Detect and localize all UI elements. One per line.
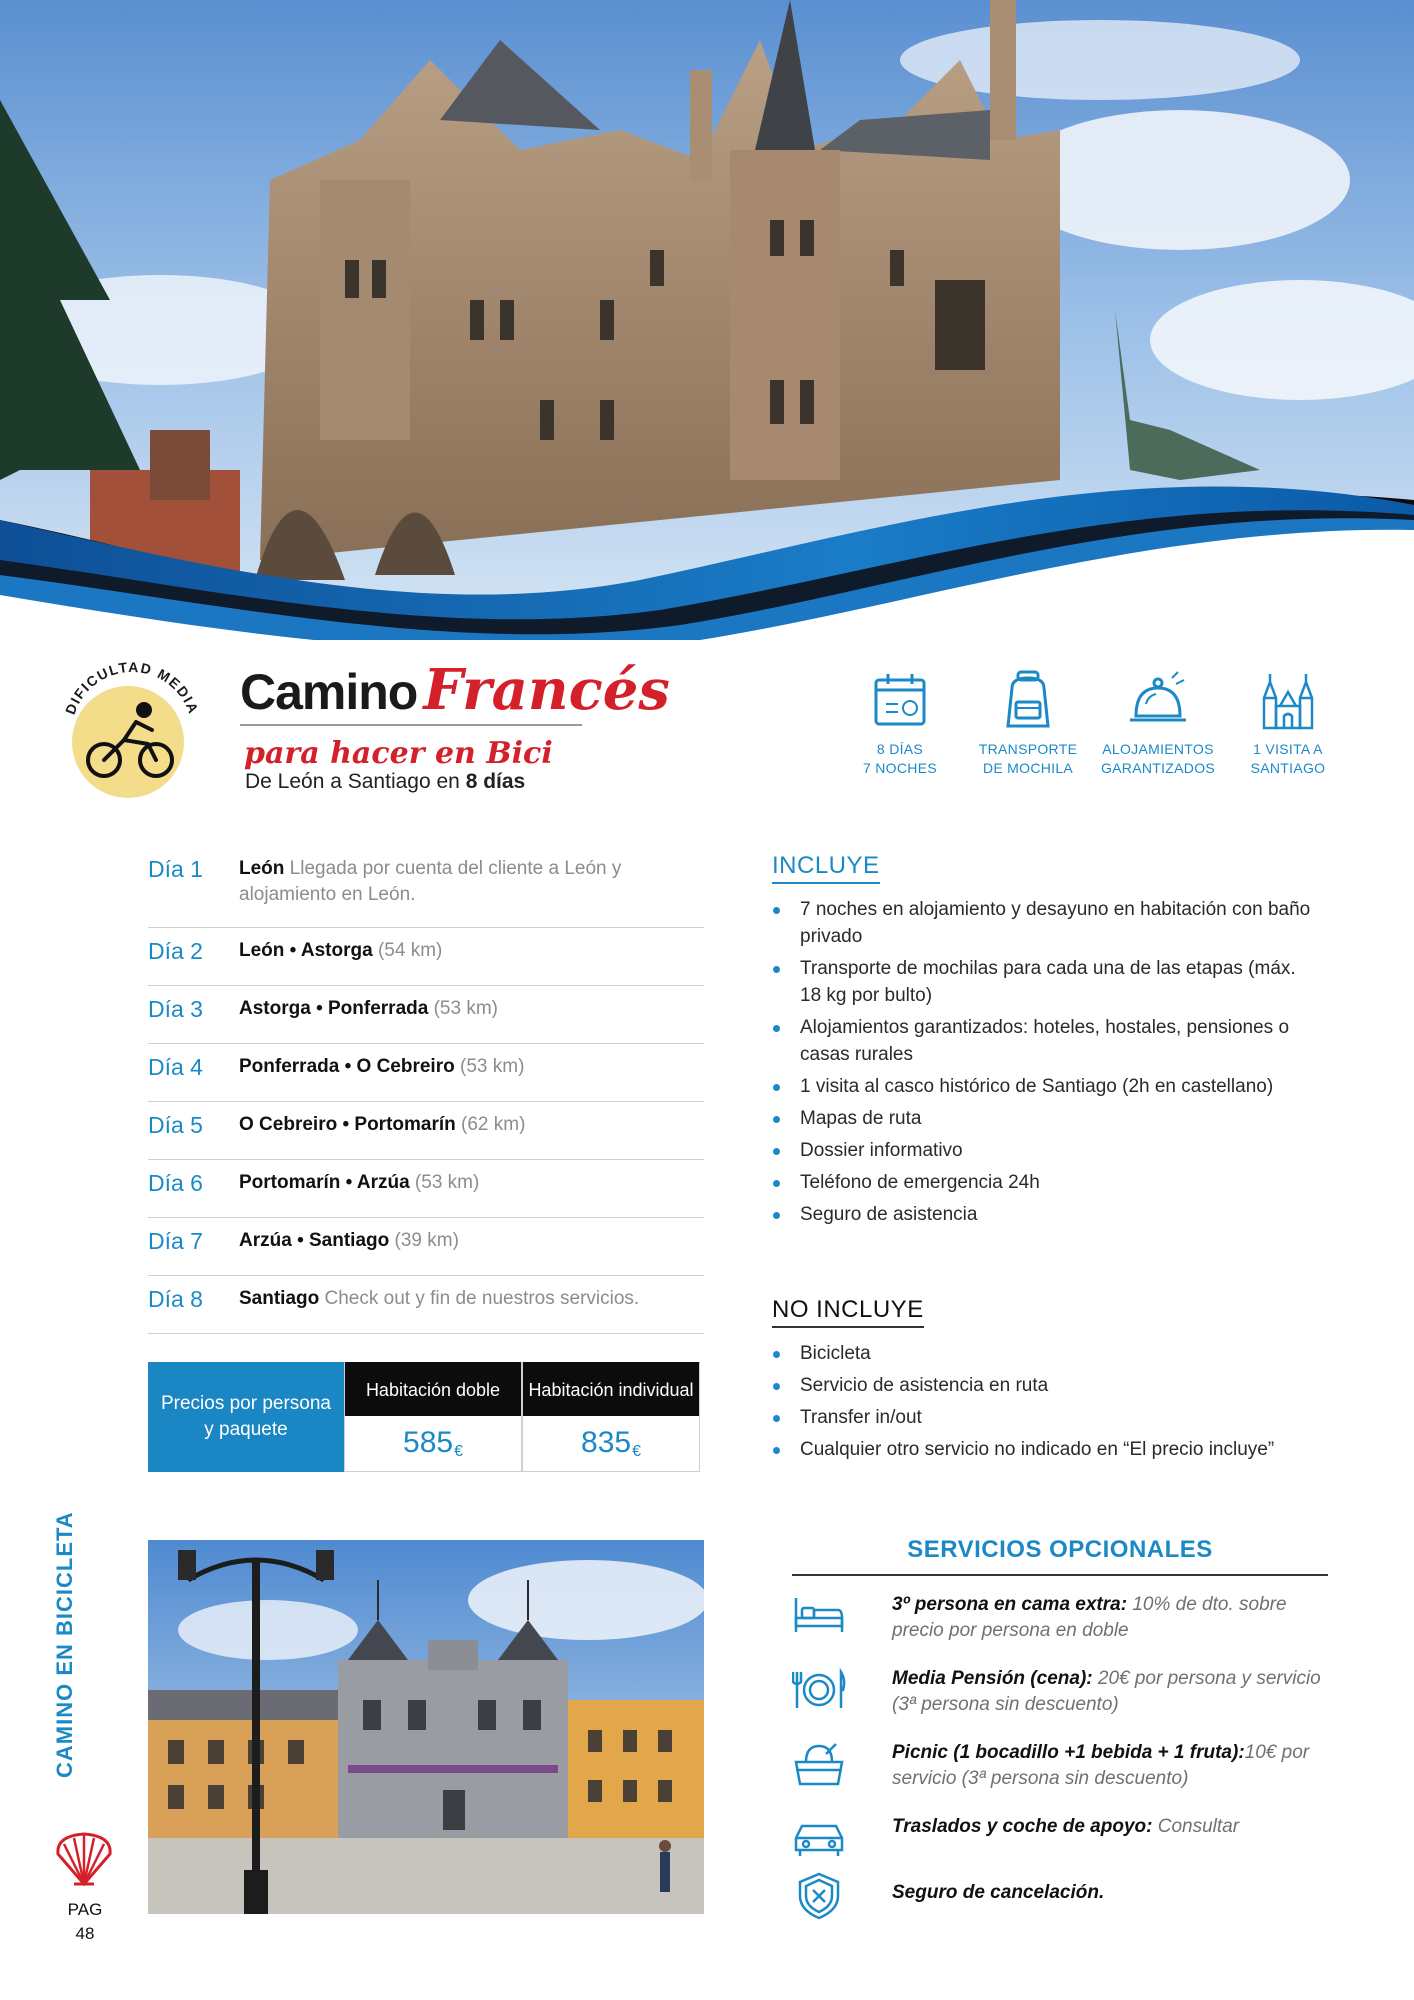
itinerary-row xyxy=(148,1044,704,1102)
price-single xyxy=(522,1362,700,1472)
day-label: Día 5 xyxy=(148,1112,203,1138)
includes-heading: INCLUYE xyxy=(772,852,880,884)
day-note: (53 km) xyxy=(409,1172,480,1193)
feature-days xyxy=(840,668,960,778)
route-days: 8 días xyxy=(465,770,526,793)
itinerary-row xyxy=(148,1276,704,1334)
day-description xyxy=(239,1286,704,1312)
excludes-section xyxy=(772,1296,1312,1468)
day-note: (53 km) xyxy=(454,1056,525,1077)
side-category-label: CAMINO EN BICICLETA xyxy=(52,1511,77,1778)
feature-label: 1 VISITA A SANTIAGO xyxy=(1250,741,1326,776)
day-place: León • Astorga xyxy=(239,940,373,961)
itinerary-row xyxy=(148,1218,704,1276)
car-icon xyxy=(792,1814,846,1862)
price-value xyxy=(523,1416,699,1479)
currency-symbol: € xyxy=(454,1443,463,1460)
includes-list xyxy=(772,896,1312,1228)
title-script: Francés xyxy=(423,657,670,723)
day-description xyxy=(239,1054,704,1080)
day-description xyxy=(239,1228,704,1254)
day-label: Día 7 xyxy=(148,1228,203,1254)
bed-icon xyxy=(792,1592,846,1640)
service-detail: 10% de dto. sobre precio por persona en doble xyxy=(892,1594,1287,1641)
price-label: Precios por persona y paquete xyxy=(148,1362,344,1472)
day-place: Astorga • Ponferrada xyxy=(239,998,429,1019)
day-place: Ponferrada • O Cebreiro xyxy=(239,1056,455,1077)
service-bell-icon xyxy=(1128,668,1188,734)
feature-backpack xyxy=(968,668,1088,778)
itinerary-row xyxy=(148,1160,704,1218)
day-place: León xyxy=(239,858,285,879)
day-note: (62 km) xyxy=(455,1114,526,1135)
day-description xyxy=(239,996,704,1022)
day-place: Portomarín • Arzúa xyxy=(239,1172,410,1193)
itinerary-row xyxy=(148,1102,704,1160)
town-square-photo xyxy=(148,1540,704,1914)
day-description xyxy=(239,1170,704,1196)
service-name: Media Pensión (cena): xyxy=(892,1668,1093,1689)
route-line xyxy=(245,770,600,794)
feature-icons xyxy=(840,668,1326,798)
service-text xyxy=(892,1814,1332,1840)
day-note: (53 km) xyxy=(428,998,498,1019)
list-item: Cualquier otro servicio no indicado en “El precio incluye” xyxy=(772,1436,1312,1463)
services-list xyxy=(792,1592,1328,1932)
cathedral-icon xyxy=(1258,668,1318,734)
day-note: Check out y fin de nuestros servicios. xyxy=(319,1288,640,1309)
list-item: Servicio de asistencia en ruta xyxy=(772,1372,1312,1399)
day-place: Santiago xyxy=(239,1288,320,1309)
list-item: Alojamientos garantizados: hoteles, hostales, pensiones o casas rurales xyxy=(772,1014,1312,1068)
hero-image xyxy=(0,0,1414,640)
service-name: Seguro de cancelación. xyxy=(892,1882,1105,1903)
day-description xyxy=(239,856,704,908)
itinerary-row xyxy=(148,928,704,986)
picnic-basket-icon xyxy=(792,1740,846,1788)
day-label: Día 6 xyxy=(148,1170,203,1196)
itinerary-list xyxy=(148,848,704,1334)
list-item: Bicicleta xyxy=(772,1340,1312,1367)
optional-services xyxy=(792,1536,1328,1932)
list-item: Dossier informativo xyxy=(772,1137,1312,1164)
day-label: Día 8 xyxy=(148,1286,203,1312)
includes-section xyxy=(772,852,1312,1233)
excludes-heading: NO INCLUYE xyxy=(772,1296,924,1328)
price-amount: 585 xyxy=(403,1426,454,1459)
service-name: Traslados y coche de apoyo: xyxy=(892,1816,1153,1837)
list-item: Mapas de ruta xyxy=(772,1105,1312,1132)
service-detail: Consultar xyxy=(1152,1816,1240,1837)
service-text xyxy=(892,1592,1332,1644)
list-item: Teléfono de emergencia 24h xyxy=(772,1169,1312,1196)
service-text xyxy=(892,1880,1332,1906)
day-place: Arzúa • Santiago xyxy=(239,1230,390,1251)
list-item: 7 noches en alojamiento y desayuno en habitación con baño privado xyxy=(772,896,1312,950)
plate-cutlery-icon xyxy=(792,1666,846,1714)
day-label: Día 3 xyxy=(148,996,203,1022)
service-detail: 10€ por servicio (3ª persona sin descuento) xyxy=(892,1742,1310,1789)
title-main: Camino xyxy=(240,664,418,720)
day-description xyxy=(239,938,704,964)
day-label: Día 1 xyxy=(148,856,203,882)
service-text xyxy=(892,1740,1332,1792)
calendar-icon xyxy=(870,668,930,734)
list-item: Seguro de asistencia xyxy=(772,1201,1312,1228)
feature-label: 8 DÍAS 7 NOCHES xyxy=(863,741,937,776)
day-description xyxy=(239,1112,704,1138)
services-heading: SERVICIOS OPCIONALES xyxy=(792,1536,1328,1576)
day-label: Día 4 xyxy=(148,1054,203,1080)
price-header: Habitación individual xyxy=(523,1362,699,1416)
day-note: (54 km) xyxy=(372,940,443,961)
title-divider xyxy=(240,724,582,726)
page-number xyxy=(50,1898,120,1946)
list-item: 1 visita al casco histórico de Santiago (2h en castellano) xyxy=(772,1073,1312,1100)
title-block xyxy=(240,657,670,794)
page-label: PAG xyxy=(67,1900,103,1919)
page-number-value: 48 xyxy=(75,1924,95,1943)
price-double xyxy=(344,1362,522,1472)
price-value xyxy=(345,1416,521,1479)
route-prefix: De León a Santiago en xyxy=(245,770,460,793)
feature-accommodation xyxy=(1098,668,1218,778)
price-header: Habitación doble xyxy=(345,1362,521,1416)
subtitle: para hacer en Bici xyxy=(244,736,553,771)
day-label: Día 2 xyxy=(148,938,203,964)
feature-santiago xyxy=(1228,668,1348,778)
price-amount: 835 xyxy=(581,1426,632,1459)
itinerary-row xyxy=(148,848,704,928)
feature-label: ALOJAMIENTOS GARANTIZADOS xyxy=(1100,741,1216,776)
excludes-list xyxy=(772,1340,1312,1463)
backpack-icon xyxy=(998,668,1058,734)
scallop-shell-icon xyxy=(52,1830,116,1886)
list-item: Transporte de mochilas para cada una de las etapas (máx. 18 kg por bulto) xyxy=(772,955,1312,1009)
shield-icon xyxy=(792,1872,846,1920)
service-detail: 20€ por persona y servicio (3ª persona sin descuento) xyxy=(892,1668,1321,1715)
difficulty-label: DIFICULTAD MEDIA xyxy=(61,658,203,717)
currency-symbol: € xyxy=(632,1443,641,1460)
itinerary-row xyxy=(148,986,704,1044)
day-note: Llegada por cuenta del cliente a León y alojamiento en León. xyxy=(239,858,622,905)
day-place: O Cebreiro • Portomarín xyxy=(239,1114,456,1135)
list-item: Transfer in/out xyxy=(772,1404,1312,1431)
service-name: Picnic (1 bocadillo +1 bebida + 1 fruta): xyxy=(892,1742,1245,1763)
difficulty-badge xyxy=(52,640,212,800)
day-note: (39 km) xyxy=(389,1230,459,1251)
service-name: 3º persona en cama extra: xyxy=(892,1594,1128,1615)
feature-label: TRANSPORTE DE MOCHILA xyxy=(978,741,1078,776)
page-title xyxy=(240,657,670,723)
service-text xyxy=(892,1666,1332,1718)
price-table xyxy=(148,1362,704,1472)
